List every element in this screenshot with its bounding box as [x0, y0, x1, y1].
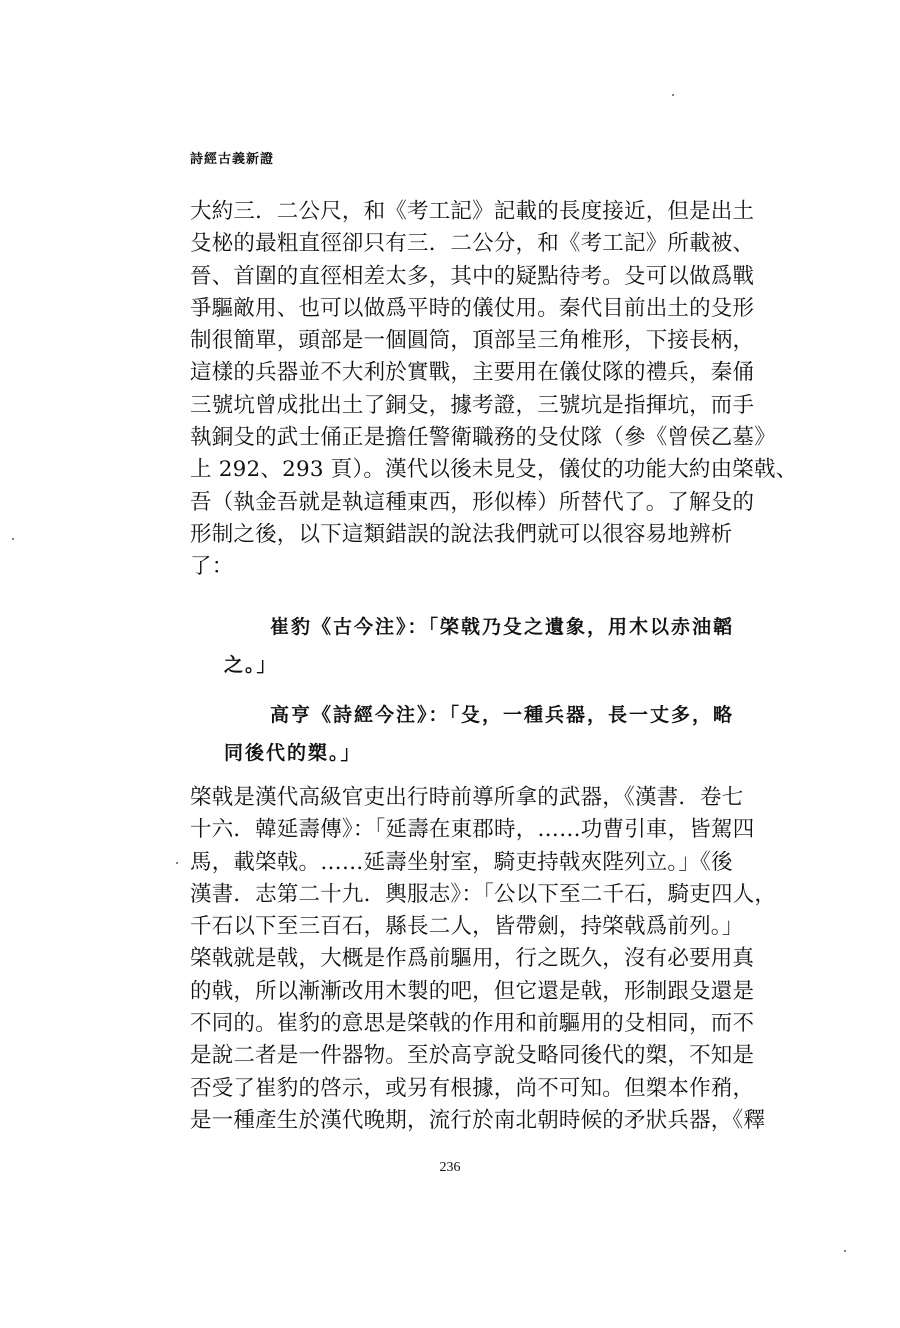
scan-speck — [672, 94, 674, 96]
paragraph1-line: 了： — [190, 554, 234, 580]
paragraph-2 — [190, 782, 780, 1137]
quotation-gao-heng — [190, 696, 750, 772]
paragraph1-line: 形制之後，以下這類錯誤的說法我們就可以很容易地辨析 — [190, 521, 733, 547]
scan-speck — [844, 1250, 846, 1252]
paragraph2-line: 千石以下至三百石，縣長二人，皆帶劍，持棨戟爲前列。」 — [190, 914, 744, 940]
page-number: 236 — [439, 1160, 461, 1175]
paragraph2-line: 否受了崔豹的啓示，或另有根據，尚不可知。但槊本作矟， — [190, 1075, 755, 1101]
paragraph2-line: 是說二者是一件器物。至於高亨說殳略同後代的槊，不知是 — [190, 1043, 755, 1069]
quotation-cui-bao — [190, 608, 750, 684]
running-header: 詩經古義新證 — [190, 152, 275, 167]
paragraph2-line: 棨戟就是戟，大概是作爲前驅用，行之既久，沒有必要用真 — [190, 946, 755, 972]
paragraph1-line: 上 292、293 頁）。漢代以後未見殳，儀仗的功能大約由棨戟、 — [190, 457, 798, 483]
paragraph2-line: 馬，載棨戟。……延壽坐射室，騎吏持戟夾陛列立。」《後 — [190, 849, 733, 875]
paragraph1-line: 晉、首圍的直徑相差太多，其中的疑點待考。殳可以做爲戰 — [190, 263, 755, 289]
paragraph1-line: 三號坑曾成批出土了銅殳，據考證，三號坑是指揮坑，而手 — [190, 392, 755, 418]
paragraph2-line: 漢書．志第二十九．輿服志》：「公以下至二千石，騎吏四人， — [190, 881, 777, 907]
paragraph1-line: 吾（執金吾就是執這種東西，形似棒）所替代了。了解殳的 — [190, 489, 755, 515]
paragraph2-line: 不同的。崔豹的意思是棨戟的作用和前驅用的殳相同，而不 — [190, 1011, 755, 1037]
paragraph1-line: 爭驅敵用、也可以做爲平時的儀仗用。秦代目前出土的殳形 — [190, 295, 755, 321]
paragraph1-line: 制很簡單，頭部是一個圓筒，頂部呈三角椎形，下接長柄， — [190, 328, 755, 354]
paragraph1-line: 殳柲的最粗直徑卻只有三．二公分，和《考工記》所載被、 — [190, 231, 755, 257]
paragraph1-line: 執銅殳的武士俑正是擔任警衛職務的殳仗隊（參《曾侯乙墓》 — [190, 425, 776, 451]
paragraph1-line: 大約三．二公尺，和《考工記》記載的長度接近，但是出土 — [190, 199, 755, 224]
quote1-line: 崔豹《古今注》：「棨戟乃殳之遺象，用木以赤油韜 — [270, 616, 735, 638]
paragraph1-line: 這樣的兵器並不大利於實戰，主要用在儀仗隊的禮兵，秦俑 — [190, 360, 755, 386]
scan-speck — [12, 538, 14, 540]
quote2-line: 同後代的槊。」 — [224, 742, 362, 764]
paragraph2-line: 的戟，所以漸漸改用木製的吧，但它還是戟，形制跟殳還是 — [190, 978, 755, 1004]
paragraph2-line: 是一種產生於漢代晚期，流行於南北朝時候的矛狀兵器，《釋 — [190, 1107, 766, 1133]
scan-speck — [176, 862, 178, 864]
paragraph2-line: 十六．韓延壽傳》：「延壽在東郡時，……功曹引車，皆駕四 — [190, 817, 755, 843]
quote1-line: 之。」 — [224, 654, 278, 676]
quote2-line: 高亨《詩經今注》：「殳，一種兵器，長一丈多，略 — [270, 704, 735, 726]
paragraph-1 — [190, 196, 798, 584]
paragraph2-line: 棨戟是漢代高級官吏出行時前導所拿的武器，《漢書．卷七 — [190, 785, 744, 810]
